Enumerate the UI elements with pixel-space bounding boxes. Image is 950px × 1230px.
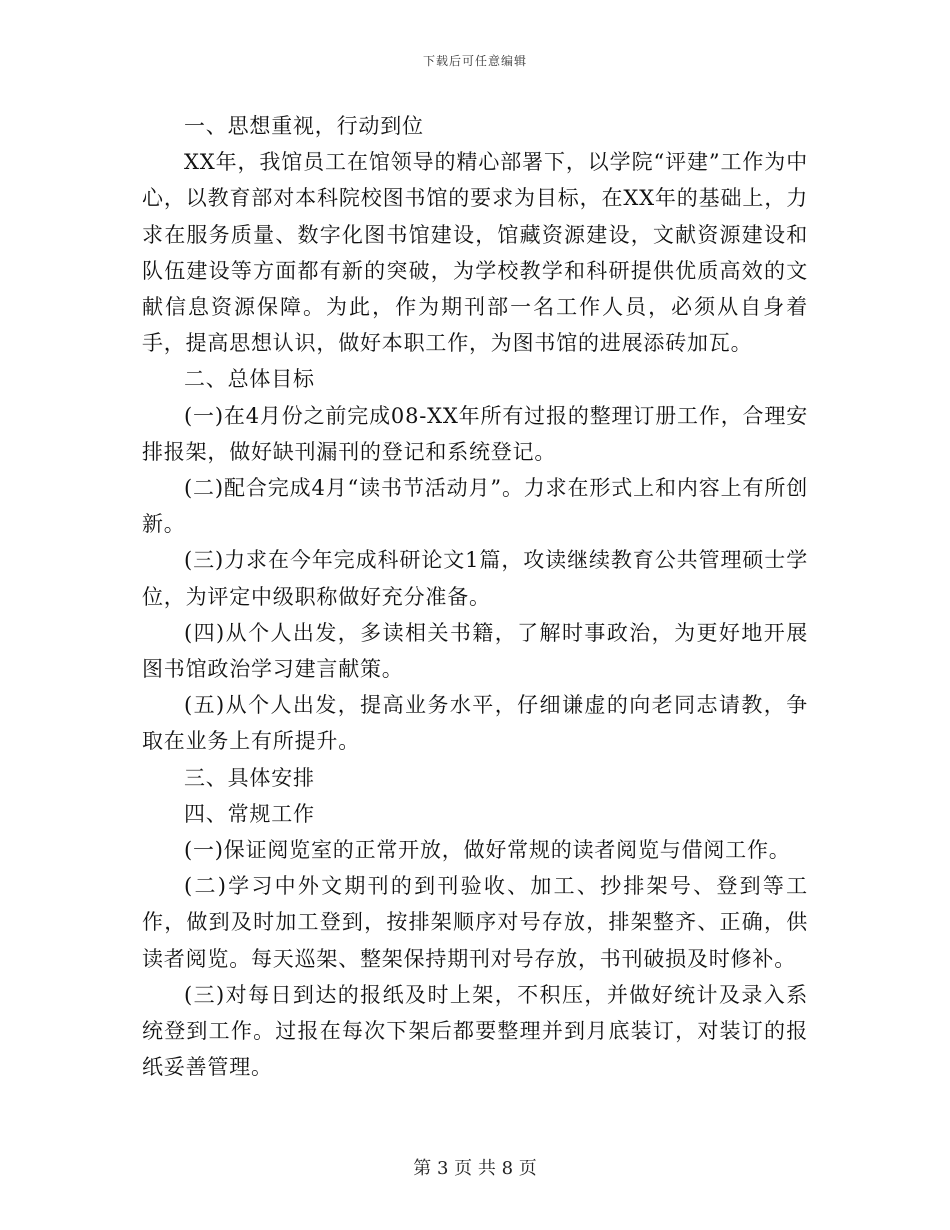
paragraph-overview: XX年，我馆员工在馆领导的精心部署下，以学院“评建”工作为中心，以教育部对本科院校图书馆的要求为目标，在XX年的基础上，力求在服务质量、数字化图书馆建设，馆藏资源建设，文献资源建设和队伍建设等方面都有新的突破，为学校教学和科研提供优质高效的文献信息资源保障。为此，作为期刊部一名工作人员，必须从自身着手，提高思想认识，做好本职工作，为图书馆的进展添砖加瓦。 [142, 150, 808, 356]
routine-item-3: (三)对每日到达的报纸及时上架，不积压，并做好统计及录入系统登到工作。过报在每次下架后都要整理并到月底装订，对装订的报纸妥善管理。 [142, 982, 808, 1080]
goal-item-3: (三)力求在今年完成科研论文1篇，攻读继续教育公共管理硕士学位，为评定中级职称做好充分准备。 [142, 548, 808, 609]
goal-item-4: (四)从个人出发，多读相关书籍，了解时事政治，为更好地开展图书馆政治学习建言献策。 [142, 620, 808, 682]
document-body [142, 108, 808, 1085]
goal-item-5: (五)从个人出发，提高业务水平，仔细谦虚的向老同志请教，争取在业务上有所提升。 [142, 693, 808, 754]
section-heading-2: 二、总体目标 [184, 367, 315, 392]
page-number: 第 3 页 共 8 页 [413, 1158, 537, 1179]
goal-item-2: (二)配合完成4月“读书节活动月”。力求在形式上和内容上有所创新。 [142, 476, 808, 537]
page-footer [0, 1154, 950, 1180]
routine-item-2: (二)学习中外文期刊的到刊验收、加工、抄排架号、登到等工作，做到及时加工登到，按排架顺序对号存放，排架整齐、正确，供读者阅览。每天巡架、整架保持期刊对号存放，书刊破损及时修补。 [142, 874, 808, 971]
goal-item-1: (一)在4月份之前完成08-XX年所有过报的整理订册工作，合理安排报架，做好缺刊漏刊的登记和系统登记。 [142, 403, 808, 464]
section-heading-1: 一、思想重视，行动到位 [184, 114, 424, 138]
page-header-note: 下载后可任意编辑 [422, 54, 527, 68]
routine-item-1: (一)保证阅览室的正常开放，做好常规的读者阅览与借阅工作。 [184, 838, 791, 863]
section-heading-3: 三、具体安排 [184, 765, 315, 790]
section-heading-4: 四、常规工作 [184, 801, 315, 826]
